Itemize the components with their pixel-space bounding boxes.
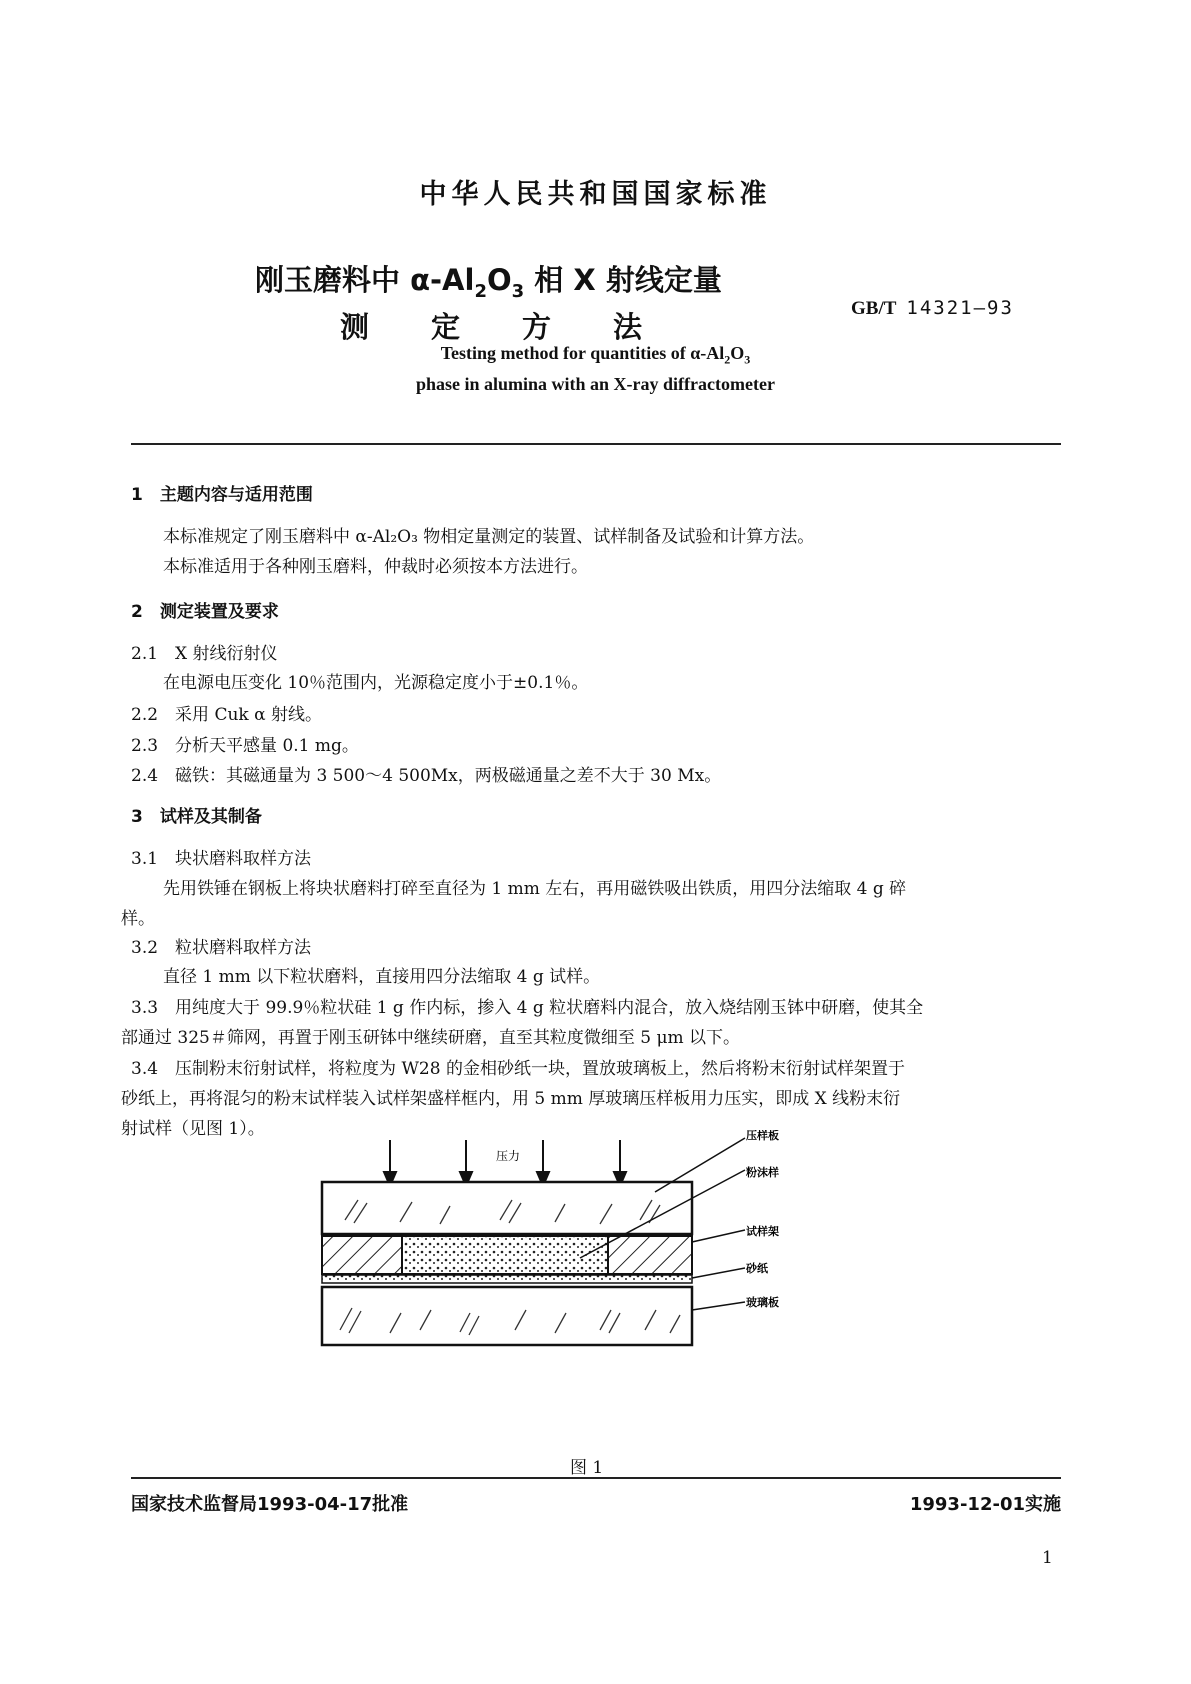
sample-holder-right [608, 1236, 692, 1274]
clause-2-1-text: 在电源电压变化 10％范围内，光源稳定度小于±0.1％。 [163, 673, 589, 693]
clause-3-4-b: 砂纸上，再将混匀的粉末试样装入试样架盛样框内，用 5 mm 厚玻璃压样板用力压实，即成 X 线粉末衍 [121, 1089, 901, 1109]
footer-divider [131, 1477, 1061, 1479]
clause-2-1: 2.1 X 射线衍射仪 [131, 644, 278, 664]
clause-3-3-b: 部通过 325＃筛网，再置于刚玉研钵中继续研磨，直至其粒度微细至 5 μm 以下。 [121, 1028, 741, 1048]
implementation-date: 1993-12-01实施 [909, 1494, 1061, 1515]
standard-number: GB/T 14321—93 [851, 297, 1014, 319]
figure-1-caption: 图 1 [570, 1458, 604, 1478]
clause-3-1-text-b: 样。 [121, 909, 155, 929]
clause-2-2: 2.2 采用 Cuk α 射线。 [131, 705, 322, 725]
clause-3-1: 3.1 块状磨料取样方法 [131, 849, 312, 869]
section-1-paragraph-1: 本标准规定了刚玉磨料中 α-Al₂O₃ 物相定量测定的装置、试样制备及试验和计算方法。 [163, 527, 815, 547]
section-3-heading: 3 试样及其制备 [131, 807, 262, 827]
label-sandpaper: 砂纸 [746, 1262, 768, 1275]
clause-3-4-c: 射试样（见图 1）。 [121, 1119, 265, 1139]
figure-1-diagram [300, 1130, 860, 1450]
force-arrows [384, 1140, 626, 1186]
clause-3-4-a: 3.4 压制粉末衍射试样，将粒度为 W28 的金相砂纸一块，置放玻璃板上，然后将粉末衍射试样架置于 [131, 1059, 905, 1079]
title-en-line2: phase in alumina with an X-ray diffractometer [416, 374, 775, 394]
clause-3-2-text: 直径 1 mm 以下粒状磨料，直接用四分法缩取 4 g 试样。 [163, 967, 601, 987]
title-cn-line2: 测定方法 [340, 310, 705, 344]
sandpaper [322, 1275, 692, 1283]
glass-plate [322, 1287, 692, 1345]
title-cn-line1: 刚玉磨料中 $\alpha-Al_2O_3$ 相 X 射线定量 [255, 263, 722, 302]
section-1-paragraph-2: 本标准适用于各种刚玉磨料，仲裁时必须按本方法进行。 [163, 557, 588, 577]
label-glass-plate: 玻璃板 [746, 1296, 779, 1309]
clause-3-2: 3.2 粒状磨料取样方法 [131, 938, 312, 958]
approval-info: 国家技术监督局1993-04-17批准 [131, 1494, 409, 1515]
section-2-heading: 2 测定装置及要求 [131, 602, 279, 622]
powder-sample [402, 1236, 608, 1274]
label-powder-sample: 粉沫样 [746, 1166, 779, 1179]
label-sample-holder: 试样架 [746, 1225, 779, 1238]
section-1-heading: 1 主题内容与适用范围 [131, 485, 313, 505]
clause-3-1-text-a: 先用铁锤在钢板上将块状磨料打碎至直径为 1 mm 左右，再用磁铁吸出铁质，用四分法缩取 4 g 碎 [163, 879, 907, 899]
title-en-line1: Testing method for quantities of $\alpha-Al_2O_3$ [440, 343, 751, 367]
clause-2-4: 2.4 磁铁：其磁通量为 3 500～4 500Mx，两极磁通量之差不大于 30 Mx。 [131, 766, 722, 786]
national-standard-heading: 中华人民共和国国家标准 [419, 179, 772, 210]
label-press-plate: 压样板 [746, 1130, 779, 1142]
force-label: 压力 [496, 1149, 521, 1163]
sample-holder-left [322, 1236, 402, 1274]
clause-2-3: 2.3 分析天平感量 0.1 mg。 [131, 736, 359, 756]
clause-3-3-a: 3.3 用纯度大于 99.9％粒状硅 1 g 作内标，掺入 4 g 粒状磨料内混合，放入烧结刚玉钵中研磨，使其全 [131, 998, 924, 1018]
header-divider [131, 443, 1061, 445]
page-number: 1 [1042, 1548, 1053, 1568]
